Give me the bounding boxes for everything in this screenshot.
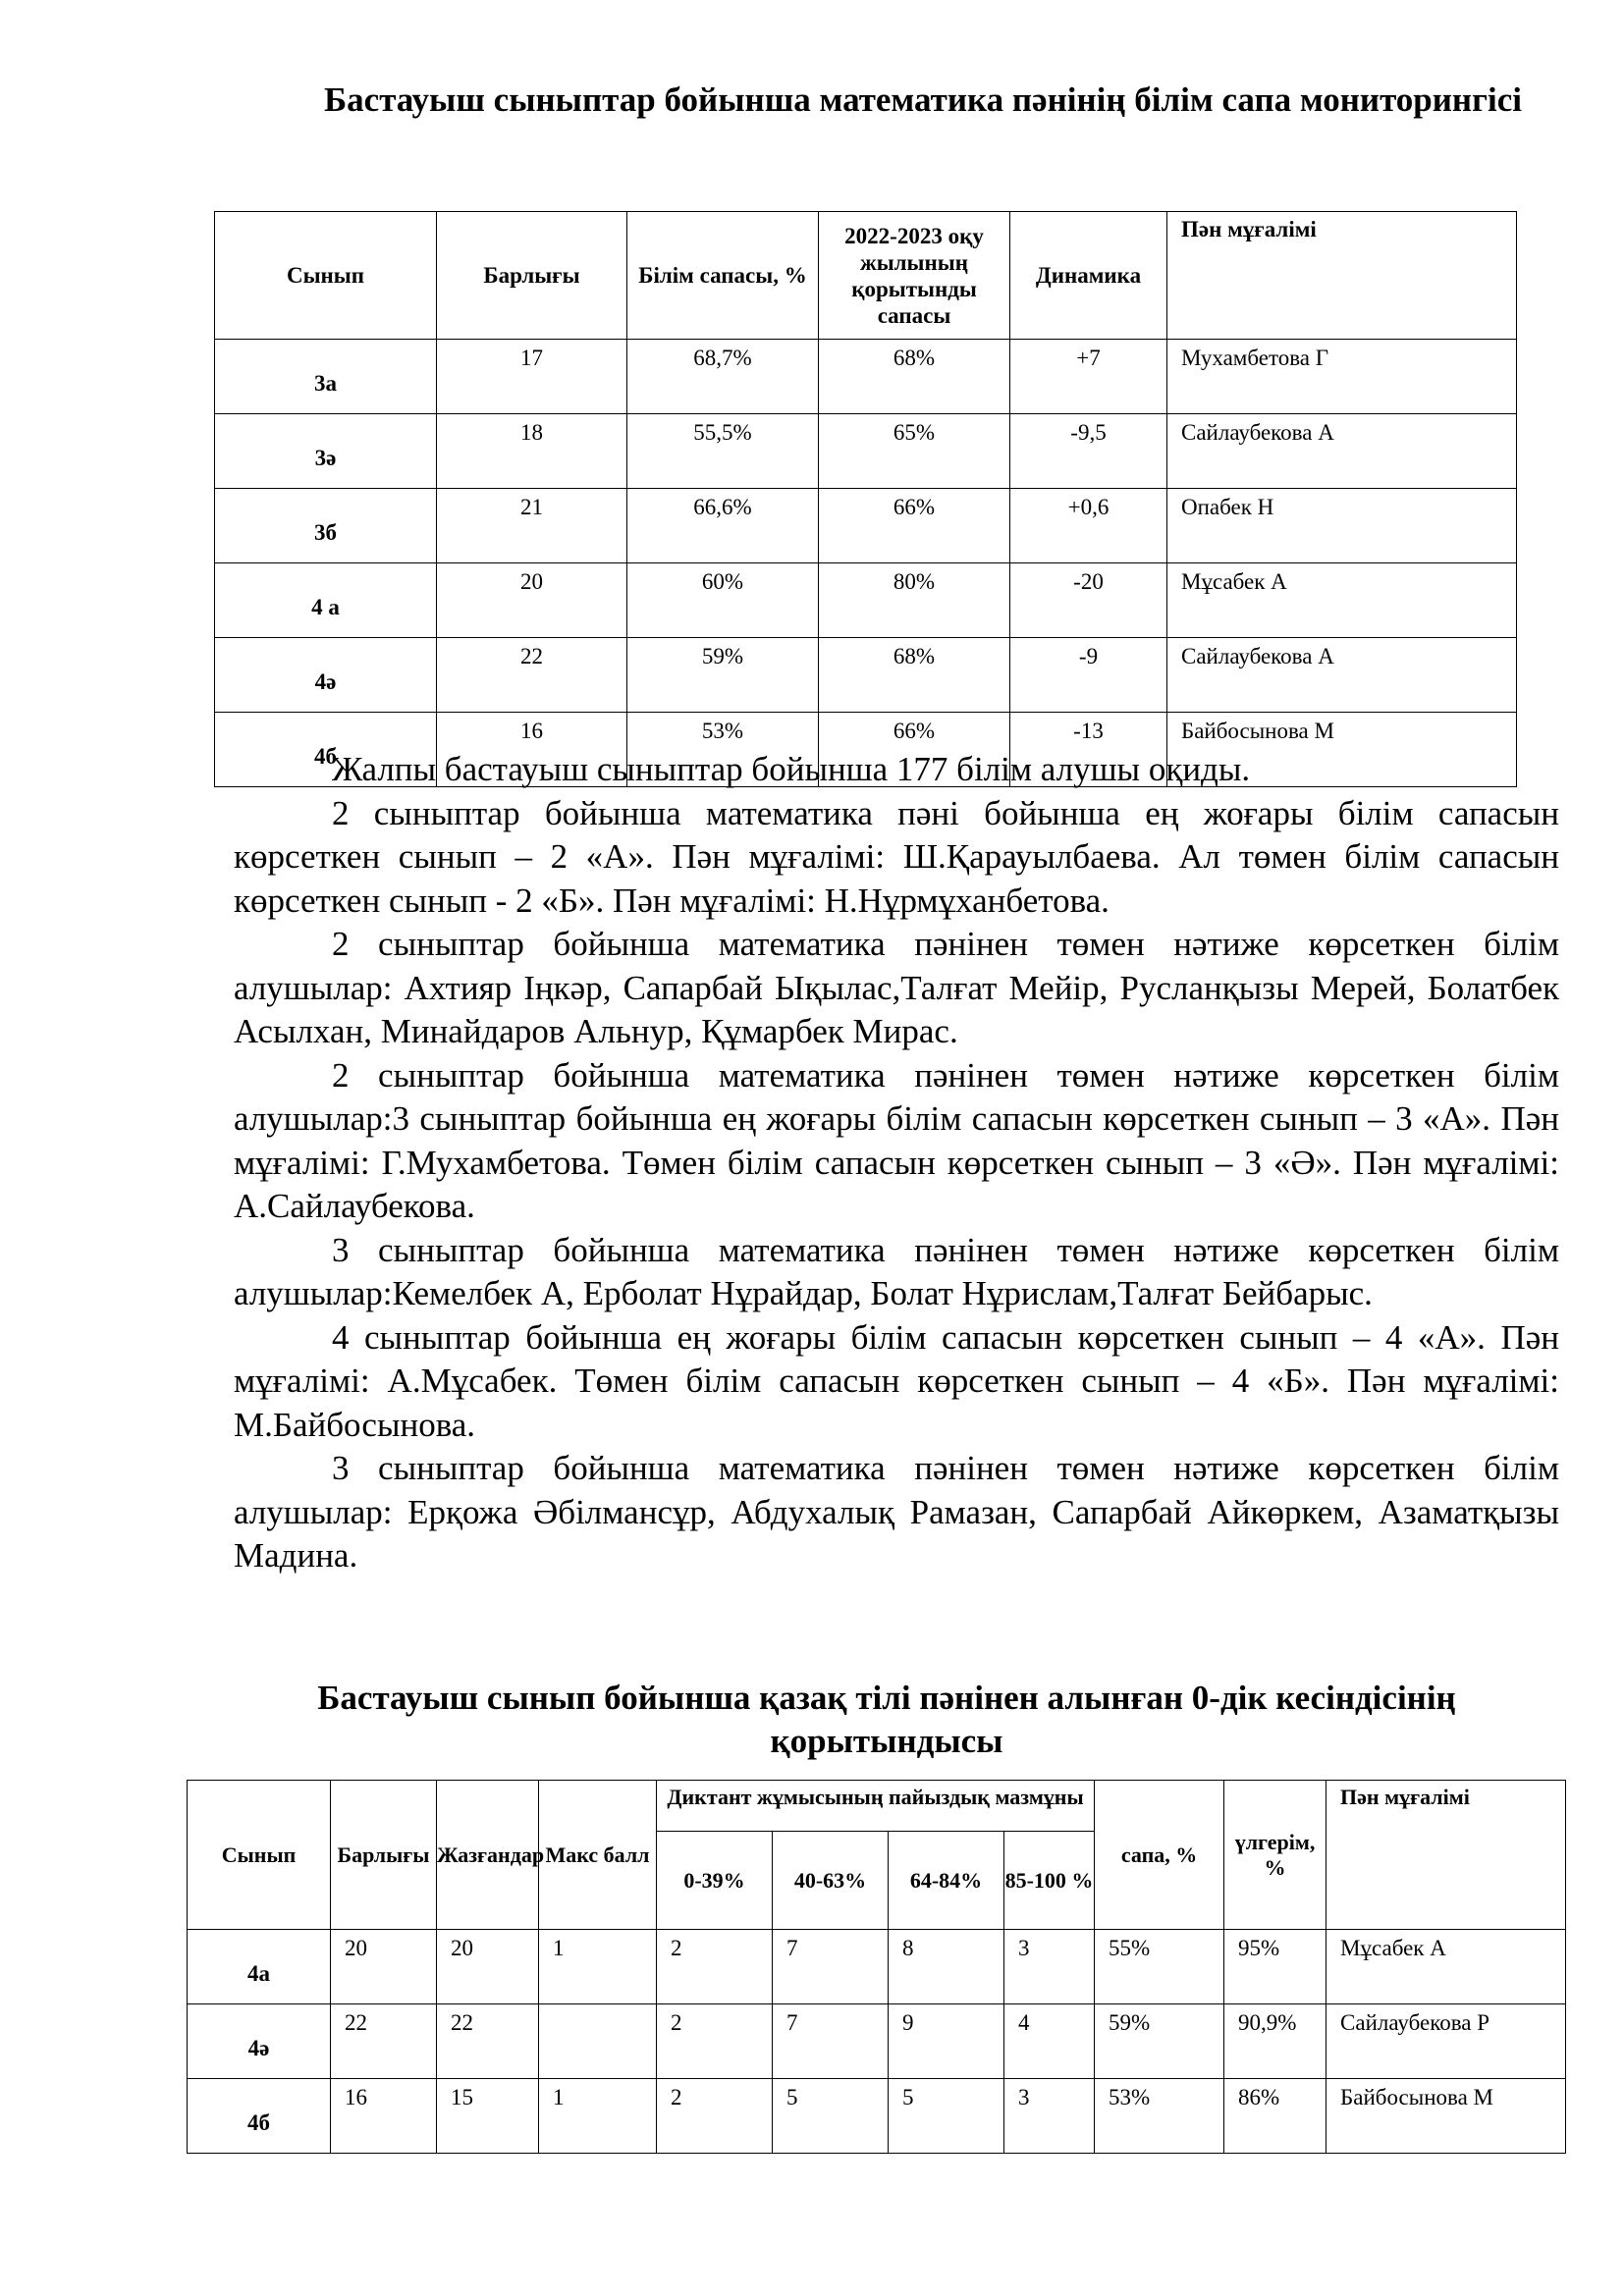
col-header-band-0-39: 0-39% (657, 1832, 773, 1930)
cell-teacher: Байбосынова М (1326, 2079, 1566, 2154)
cell-band-40-63: 7 (773, 1930, 889, 2004)
kazakh-dictation-table (187, 1780, 1566, 2154)
col-header-total: Барлығы (331, 1781, 437, 1930)
paragraph: Жалпы бастауыш сыныптар бойынша 177 білім алушы оқиды. (332, 750, 1251, 788)
math-quality-table (214, 211, 1517, 787)
table-row (188, 2004, 1566, 2079)
cell-total: 17 (437, 340, 627, 414)
cell-total: 20 (331, 1930, 437, 2004)
cell-quality: 53% (1095, 2079, 1224, 2154)
cell-total: 16 (437, 713, 627, 787)
cell-prev-quality: 66% (819, 713, 1010, 787)
cell-wrote: 22 (437, 2004, 539, 2079)
cell-max-score: 1 (539, 2079, 657, 2154)
cell-prev-quality: 66% (819, 489, 1010, 563)
cell-teacher: Мұсабек А (1167, 563, 1517, 638)
cell-teacher: Сайлаубекова Р (1326, 2004, 1566, 2079)
col-header-quality: сапа, % (1095, 1781, 1224, 1930)
cell-teacher: Сайлаубекова А (1167, 414, 1517, 489)
col-header-total: Барлығы (437, 212, 627, 340)
cell-teacher: Опабек Н (1167, 489, 1517, 563)
table-row (188, 1930, 1566, 2004)
cell-max-score (539, 2004, 657, 2079)
table-row (215, 638, 1517, 713)
cell-band-64-84: 5 (889, 2079, 1004, 2154)
cell-band-64-84: 9 (889, 2004, 1004, 2079)
cell-total: 21 (437, 489, 627, 563)
col-header-band-64-84: 64-84% (889, 1832, 1004, 1930)
cell-wrote: 15 (437, 2079, 539, 2154)
cell-quality: 68,7% (627, 340, 819, 414)
cell-progress: 95% (1224, 1930, 1326, 2004)
table-header-row (215, 212, 1517, 340)
cell-dynamics: -9,5 (1010, 414, 1167, 489)
cell-band-0-39: 2 (657, 1930, 773, 2004)
cell-max-score: 1 (539, 1930, 657, 2004)
col-header-dictation-group: Диктант жұмысының пайыздық мазмұны (657, 1781, 1095, 1832)
cell-class: 3б (215, 489, 437, 563)
cell-teacher: Мухамбетова Г (1167, 340, 1517, 414)
table-row (215, 340, 1517, 414)
paragraph: 2 сыныптар бойынша математика пәнінен төмен нәтиже көрсеткен білім алушылар:3 сыныптар бойынша ең жоғары білім сапасын көрсеткен сынып – 3 «А». Пән мұғалімі: Г.Мухамбетова. Төмен білім сапасын көрсеткен сынып – 3 «Ә». Пән мұғалімі: А.Сайлаубекова. (234, 1055, 1559, 1225)
paragraph: 4 сыныптар бойынша ең жоғары білім сапасын көрсеткен сынып – 4 «А». Пән мұғалімі: А.Мұсабек. Төмен білім сапасын көрсеткен сынып – 4 «Б». Пән мұғалімі: М.Байбосынова. (234, 1317, 1559, 1444)
col-header-dynamics: Динамика (1010, 212, 1167, 340)
cell-band-40-63: 7 (773, 2004, 889, 2079)
cell-total: 16 (331, 2079, 437, 2154)
cell-total: 22 (437, 638, 627, 713)
cell-dynamics: +0,6 (1010, 489, 1167, 563)
cell-band-85-100: 3 (1004, 2079, 1095, 2154)
cell-class: 4ә (188, 2004, 331, 2079)
col-header-teacher: Пән мұғалімі (1167, 212, 1517, 340)
cell-dynamics: -13 (1010, 713, 1167, 787)
col-header-progress: үлгерім, % (1224, 1781, 1326, 1930)
cell-class: 4б (215, 713, 437, 787)
cell-band-64-84: 8 (889, 1930, 1004, 2004)
cell-band-0-39: 2 (657, 2004, 773, 2079)
cell-class: 4ә (215, 638, 437, 713)
col-header-teacher: Пән мұғалімі (1326, 1781, 1566, 1930)
cell-band-0-39: 2 (657, 2079, 773, 2154)
cell-total: 20 (437, 563, 627, 638)
cell-total: 18 (437, 414, 627, 489)
col-header-max-score: Макс балл (539, 1781, 657, 1930)
cell-prev-quality: 65% (819, 414, 1010, 489)
cell-quality: 59% (1095, 2004, 1224, 2079)
col-header-class: Сынып (215, 212, 437, 340)
cell-band-85-100: 3 (1004, 1930, 1095, 2004)
cell-teacher: Байбосынова М (1167, 713, 1517, 787)
paragraph: 2 сыныптар бойынша математика пәні бойынша ең жоғары білім сапасын көрсеткен сынып – 2 «А». Пән мұғалімі: Ш.Қарауылбаева. Ал төмен білім сапасын көрсеткен сынып - 2 «Б». Пән мұғалімі: Н.Нұрмұханбетова. (234, 793, 1559, 920)
cell-dynamics: -9 (1010, 638, 1167, 713)
cell-quality: 53% (627, 713, 819, 787)
cell-quality: 60% (627, 563, 819, 638)
cell-progress: 90,9% (1224, 2004, 1326, 2079)
cell-quality: 66,6% (627, 489, 819, 563)
cell-prev-quality: 68% (819, 340, 1010, 414)
cell-prev-quality: 80% (819, 563, 1010, 638)
cell-class: 4 а (215, 563, 437, 638)
cell-quality: 55% (1095, 1930, 1224, 2004)
table-row (215, 414, 1517, 489)
cell-quality: 59% (627, 638, 819, 713)
cell-quality: 55,5% (627, 414, 819, 489)
cell-prev-quality: 68% (819, 638, 1010, 713)
cell-class: 3а (215, 340, 437, 414)
cell-wrote: 20 (437, 1930, 539, 2004)
document-title: Бастауыш сыныптар бойынша математика пәнінің білім сапа мониторингісі (324, 80, 1522, 119)
col-header-band-40-63: 40-63% (773, 1832, 889, 1930)
cell-dynamics: +7 (1010, 340, 1167, 414)
cell-band-40-63: 5 (773, 2079, 889, 2154)
cell-teacher: Мұсабек А (1326, 1930, 1566, 2004)
cell-teacher: Сайлаубекова А (1167, 638, 1517, 713)
col-header-prev-quality: 2022-2023 оқу жылының қорытынды сапасы (819, 212, 1010, 340)
cell-band-85-100: 4 (1004, 2004, 1095, 2079)
cell-class: 4б (188, 2079, 331, 2154)
paragraph: 3 сыныптар бойынша математика пәнінен төмен нәтиже көрсеткен білім алушылар:Кемелбек А, Ерболат Нұрайдар, Болат Нұрислам,Талғат Бейбарыс. (234, 1230, 1559, 1312)
paragraph: 3 сыныптар бойынша математика пәнінен төмен нәтиже көрсеткен білім алушылар: Ерқожа Әбілмансұр, Абдухалық Рамазан, Сапарбай Айкөркем, Азаматқызы Мадина. (234, 1449, 1559, 1575)
cell-total: 22 (331, 2004, 437, 2079)
summary-text (234, 748, 1559, 1578)
table-row (188, 2079, 1566, 2154)
section-title: Бастауыш сынып бойынша қазақ тілі пәнінен алынған 0-дік кесіндісінің қорытындысы (317, 1679, 1456, 1760)
cell-progress: 86% (1224, 2079, 1326, 2154)
col-header-quality: Білім сапасы, % (627, 212, 819, 340)
cell-dynamics: -20 (1010, 563, 1167, 638)
col-header-class: Сынып (188, 1781, 331, 1930)
paragraph: 2 сыныптар бойынша математика пәнінен төмен нәтиже көрсеткен білім алушылар: Ахтияр Іңкәр, Сапарбай Ықылас,Талғат Мейір, Русланқызы Мерей, Болатбек Асылхан, Минайдаров Альнур, Құмарбек Мирас. (234, 925, 1559, 1050)
col-header-band-85-100: 85-100 % (1004, 1832, 1095, 1930)
cell-class: 4а (188, 1930, 331, 2004)
cell-class: 3ә (215, 414, 437, 489)
col-header-wrote: Жазғандар (437, 1781, 539, 1930)
table-row (215, 489, 1517, 563)
table-row (215, 563, 1517, 638)
table-header-row (188, 1781, 1566, 1832)
